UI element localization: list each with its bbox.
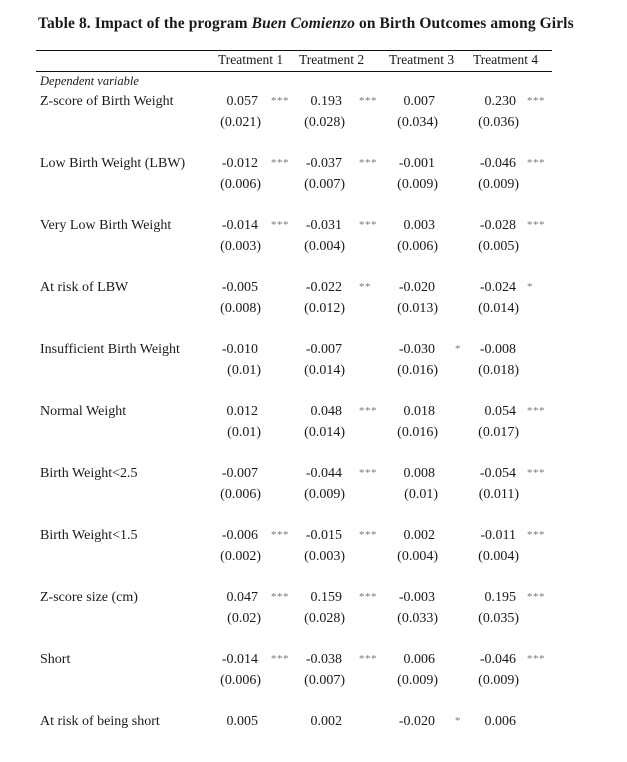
header-treatment-1: Treatment 1: [218, 52, 284, 67]
coefficient-t4: -0.024: [479, 280, 516, 295]
significance-stars-t4: ***: [527, 95, 545, 107]
significance-stars-t1: ***: [271, 95, 289, 107]
table-row: [0, 528, 627, 572]
standard-error-t3: (0.034): [397, 115, 438, 130]
coefficient-t4: 0.230: [484, 94, 516, 109]
standard-error-t2: (0.012): [304, 301, 345, 316]
standard-error-t1: (0.021): [220, 115, 261, 130]
row-label: Insufficient Birth Weight: [40, 342, 180, 357]
significance-stars-t2: ***: [359, 405, 377, 417]
coefficient-t1: -0.007: [221, 466, 258, 481]
standard-error-t2: (0.007): [304, 177, 345, 192]
coefficient-t1: -0.012: [221, 156, 258, 171]
coefficient-t4: -0.008: [479, 342, 516, 357]
significance-stars-t1: ***: [271, 591, 289, 603]
title-suffix: on Birth Outcomes among Girls: [355, 15, 574, 32]
row-label: Z-score size (cm): [40, 590, 138, 605]
standard-error-t3: (0.006): [397, 239, 438, 254]
table-row: [0, 342, 627, 386]
standard-error-t3: (0.033): [397, 611, 438, 626]
table-title: [38, 15, 574, 33]
standard-error-t4: (0.018): [478, 363, 519, 378]
coefficient-t2: 0.159: [310, 590, 342, 605]
coefficient-t2: 0.002: [310, 714, 342, 729]
standard-error-t2: (0.003): [304, 549, 345, 564]
coefficient-t4: 0.195: [484, 590, 516, 605]
significance-stars-t2: ***: [359, 653, 377, 665]
standard-error-t4: (0.011): [478, 487, 519, 502]
significance-stars-t2: ***: [359, 95, 377, 107]
significance-stars-t4: ***: [527, 467, 545, 479]
significance-stars-t4: ***: [527, 591, 545, 603]
table-row: [0, 714, 627, 758]
coefficient-t1: -0.010: [221, 342, 258, 357]
coefficient-t1: -0.005: [221, 280, 258, 295]
coefficient-t4: -0.028: [479, 218, 516, 233]
standard-error-t1: (0.002): [220, 549, 261, 564]
significance-stars-t1: ***: [271, 219, 289, 231]
table-row: [0, 590, 627, 634]
significance-stars-t1: ***: [271, 653, 289, 665]
standard-error-t4: (0.004): [478, 549, 519, 564]
significance-stars-t3: *: [455, 343, 461, 355]
coefficient-t2: -0.022: [305, 280, 342, 295]
significance-stars-t2: ***: [359, 591, 377, 603]
coefficient-t2: -0.031: [305, 218, 342, 233]
standard-error-t4: (0.014): [478, 301, 519, 316]
table-row: [0, 652, 627, 696]
standard-error-t2: (0.028): [304, 115, 345, 130]
row-label: At risk of being short: [40, 714, 160, 729]
title-program-name: Buen Comienzo: [251, 15, 356, 32]
coefficient-t2: 0.193: [310, 94, 342, 109]
row-label: Very Low Birth Weight: [40, 218, 172, 233]
coefficient-t1: 0.012: [226, 404, 258, 419]
standard-error-t4: (0.035): [478, 611, 519, 626]
standard-error-t1: (0.01): [227, 363, 261, 378]
significance-stars-t4: ***: [527, 653, 545, 665]
significance-stars-t4: *: [527, 281, 533, 293]
table-row: [0, 156, 627, 200]
table-row: [0, 94, 627, 138]
significance-stars-t4: ***: [527, 219, 545, 231]
coefficient-t4: -0.046: [479, 652, 516, 667]
coefficient-t4: -0.054: [479, 466, 516, 481]
standard-error-t2: (0.004): [304, 239, 345, 254]
row-label: Birth Weight<2.5: [40, 466, 138, 481]
coefficient-t1: 0.047: [226, 590, 258, 605]
table-row: [0, 404, 627, 448]
standard-error-t3: (0.009): [397, 673, 438, 688]
standard-error-t3: (0.004): [397, 549, 438, 564]
coefficient-t1: -0.006: [221, 528, 258, 543]
header-treatment-4: Treatment 4: [473, 52, 539, 67]
row-label: Birth Weight<1.5: [40, 528, 138, 543]
standard-error-t1: (0.006): [220, 673, 261, 688]
standard-error-t1: (0.003): [220, 239, 261, 254]
standard-error-t1: (0.006): [220, 487, 261, 502]
coefficient-t3: 0.007: [403, 94, 435, 109]
standard-error-t2: (0.014): [304, 363, 345, 378]
coefficient-t4: 0.006: [484, 714, 516, 729]
row-label: Short: [40, 652, 71, 667]
coefficient-t3: 0.002: [403, 528, 435, 543]
significance-stars-t1: ***: [271, 157, 289, 169]
standard-error-t2: (0.014): [304, 425, 345, 440]
standard-error-t1: (0.006): [220, 177, 261, 192]
significance-stars-t2: ***: [359, 529, 377, 541]
coefficient-t4: -0.046: [479, 156, 516, 171]
standard-error-t4: (0.017): [478, 425, 519, 440]
coefficient-t3: -0.020: [398, 280, 435, 295]
coefficient-t3: -0.030: [398, 342, 435, 357]
standard-error-t3: (0.016): [397, 363, 438, 378]
row-label: Normal Weight: [40, 404, 127, 419]
header-treatment-3: Treatment 3: [389, 52, 455, 67]
section-label: Dependent variable: [40, 74, 139, 88]
significance-stars-t2: ***: [359, 219, 377, 231]
row-label: Z-score of Birth Weight: [40, 94, 174, 109]
standard-error-t4: (0.009): [478, 177, 519, 192]
significance-stars-t2: ***: [359, 467, 377, 479]
row-label: At risk of LBW: [40, 280, 129, 295]
table-row: [0, 218, 627, 262]
significance-stars-t4: ***: [527, 529, 545, 541]
significance-stars-t3: *: [455, 715, 461, 727]
coefficient-t1: 0.005: [226, 714, 258, 729]
title-prefix: Table 8. Impact of the program: [38, 15, 252, 32]
header-rule: [36, 71, 552, 72]
coefficient-t4: -0.011: [480, 528, 516, 543]
standard-error-t3: (0.009): [397, 177, 438, 192]
significance-stars-t2: **: [359, 281, 371, 293]
row-label: Low Birth Weight (LBW): [40, 156, 186, 171]
coefficient-t3: 0.018: [403, 404, 435, 419]
table-row: [0, 466, 627, 510]
coefficient-t2: -0.037: [305, 156, 342, 171]
standard-error-t4: (0.036): [478, 115, 519, 130]
coefficient-t3: 0.003: [403, 218, 435, 233]
header-treatment-2: Treatment 2: [299, 52, 365, 67]
coefficient-t2: -0.007: [305, 342, 342, 357]
coefficient-t2: -0.015: [305, 528, 342, 543]
standard-error-t4: (0.005): [478, 239, 519, 254]
standard-error-t3: (0.016): [397, 425, 438, 440]
standard-error-t1: (0.008): [220, 301, 261, 316]
coefficient-t1: -0.014: [221, 218, 258, 233]
coefficient-t4: 0.054: [484, 404, 516, 419]
table-row: [0, 280, 627, 324]
coefficient-t2: -0.044: [305, 466, 342, 481]
standard-error-t1: (0.02): [227, 611, 261, 626]
top-rule: [36, 50, 552, 51]
standard-error-t3: (0.013): [397, 301, 438, 316]
significance-stars-t4: ***: [527, 405, 545, 417]
coefficient-t3: -0.001: [398, 156, 435, 171]
coefficient-t3: 0.008: [403, 466, 435, 481]
coefficient-t1: 0.057: [226, 94, 258, 109]
coefficient-t1: -0.014: [221, 652, 258, 667]
coefficient-t2: 0.048: [310, 404, 342, 419]
coefficient-t3: -0.003: [398, 590, 435, 605]
coefficient-t3: 0.006: [403, 652, 435, 667]
coefficient-t3: -0.020: [398, 714, 435, 729]
standard-error-t2: (0.009): [304, 487, 345, 502]
standard-error-t2: (0.007): [304, 673, 345, 688]
standard-error-t1: (0.01): [227, 425, 261, 440]
standard-error-t3: (0.01): [404, 487, 438, 502]
standard-error-t2: (0.028): [304, 611, 345, 626]
significance-stars-t1: ***: [271, 529, 289, 541]
significance-stars-t4: ***: [527, 157, 545, 169]
coefficient-t2: -0.038: [305, 652, 342, 667]
standard-error-t4: (0.009): [478, 673, 519, 688]
significance-stars-t2: ***: [359, 157, 377, 169]
